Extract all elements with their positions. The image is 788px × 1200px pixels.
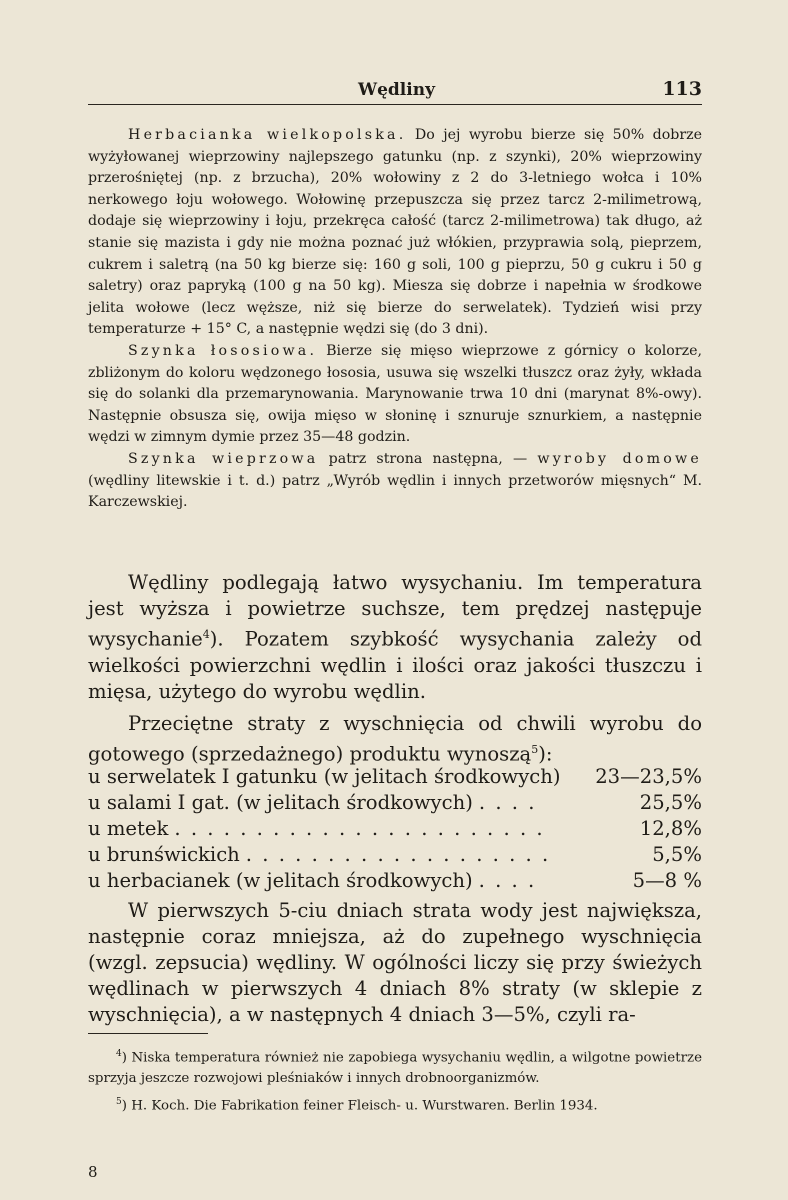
footnote-ref: 5: [531, 742, 539, 756]
paragraph-water-loss: W pierwszych 5-ciu dniach strata wody jest największa, następnie coraz mniejsza, aż do zupełnego wyschnięcia (wzgl. zepsucia) wędliny. W ogólności liczy się przy świeżych wędlinach w pierwszych 4 dniach 8% straty (w sklepie z wyschnięcia), a w następnych 4 dniach 3—5%, czyli ra-: [88, 899, 702, 1026]
row-leader: . . . .: [478, 791, 537, 814]
recipe-cross-reference: [88, 449, 702, 514]
footnote: [88, 1044, 702, 1089]
row-value: 23—23,5%: [595, 765, 702, 788]
footnotes: [88, 1044, 702, 1120]
row-label: u salami I gat. (w jelitach środkowych): [88, 791, 473, 814]
footnote: [88, 1092, 702, 1117]
row-leader: . . . . . . . . . . . . . . . . . . . . . . .: [174, 817, 545, 840]
header-rule: [88, 104, 702, 105]
recipe-term: wyroby domowe: [537, 450, 702, 467]
row-label: u brunświckich: [88, 843, 240, 866]
loss-table: [88, 764, 702, 894]
table-row: [88, 868, 702, 894]
row-value: 25,5%: [639, 791, 702, 814]
recipe-szynka-lososiowa: [88, 341, 702, 449]
row-leader: . . . .: [478, 869, 537, 892]
paragraph-drying: Wędliny podlegają łatwo wysychaniu. Im temperatura jest wyższa i powietrze suchsze, tem prędzej następuje wysychanie$^4$). Pozatem szybkość wysychania zależy od wielkości powierzchni wędlin i ilości oraz jakości tłuszczu i mięsa, użytego do wyrobu wędlin.: [88, 571, 702, 703]
row-value: 5—8 %: [632, 869, 702, 892]
footnote-mark: 5: [116, 1097, 122, 1108]
footnote-text: ) Niska temperatura również nie zapobiega wysychaniu wędlin, a wilgotne powietrze sprzyja jeszcze rozwojowi pleśniaków i innych drobnoorganizmów.: [88, 1050, 702, 1086]
table-row: [88, 816, 702, 842]
page-number: 113: [662, 78, 702, 100]
row-label: u metek: [88, 817, 169, 840]
table-row: [88, 764, 702, 790]
recipe-term: Szynka wieprzowa: [128, 450, 319, 467]
running-title: Wędliny: [358, 80, 435, 100]
running-header: [88, 78, 702, 108]
drying-section: [88, 570, 702, 767]
paragraph-losses: Przeciętne straty z wyschnięcia od chwili wyrobu do gotowego (sprzedażnego) produktu wynoszą$^5$):: [88, 711, 702, 766]
printer-signature: 8: [88, 1163, 98, 1181]
recipe-text: Bierze się mięso wieprzowe z górnicy o kolorze, zbliżonym do koloru wędzonego łososia, usuwa się wszelki tłuszcz oraz żyły, wkłada się do solanki dla przemarynowania. Marynowanie trwa 10 dni (marynat 8%-owy). Następnie obsusza się, owija mięso w słoninę i sznuruje sznurkiem, a następnie wędzi w zimnym dymie przez 35—48 godzin.: [88, 342, 702, 446]
table-row: [88, 790, 702, 816]
drying-section-cont: [88, 898, 702, 1028]
recipe-term: Herbacianka wielkopolska.: [128, 127, 407, 143]
recipe-text: patrz strona następna, —: [318, 450, 538, 467]
row-label: u herbacianek (w jelitach środkowych): [88, 869, 473, 892]
row-leader: . . . . . . . . . . . . . . . . . . .: [245, 843, 551, 866]
recipe-section: [88, 125, 702, 514]
recipe-term: Szynka łososiowa.: [128, 342, 318, 359]
row-value: 12,8%: [639, 817, 702, 840]
row-value: 5,5%: [652, 843, 702, 866]
table-row: [88, 842, 702, 868]
footnote-mark: 4: [116, 1049, 122, 1059]
recipe-herbacianka: [88, 125, 702, 341]
row-label: u serwelatek I gatunku (w jelitach środkowych): [88, 765, 561, 788]
recipe-text: (wędliny litewskie i t. d.) patrz „Wyrób wędlin i innych przetworów mięsnych“ M. Karczewskiej.: [88, 472, 702, 511]
footnote-rule: [88, 1033, 208, 1034]
footnote-ref: 4: [202, 628, 210, 641]
footnote-text: ) H. Koch. Die Fabrikation feiner Fleisch- u. Wurstwaren. Berlin 1934.: [121, 1098, 598, 1114]
recipe-text: Do jej wyrobu bierze się 50% dobrze wyżyłowanej wieprzowiny najlepszego gatunku (np. z szynki), 20% wieprzowiny przerośniętej (np. z brzucha), 20% wołowiny z 2 do 3-letniego wołca i 10% nerkowego łoju wołowego. Wołowinę przepuszcza się przez tarcz 2-milimetrową, dodaje się wieprzowiny i łoju, przekręca całość (tarcz 2-milimetrowa) tak długo, aż stanie się mazista i gdy nie można poznać już włókien, przyprawia solą, pieprzem, cukrem i saletrą (na 50 kg bierze się: 160 g soli, 100 g pieprzu, 50 g cukru i 50 g saletry) oraz papryką (100 g na 50 kg). Miesza się dobrze i napełnia w środkowe jelita wołowe (lecz węższe, niż się bierze do serwelatek). Tydzień wisi przy temperaturze + 15° C, a następnie wędzi się (do 3 dni).: [88, 127, 703, 338]
